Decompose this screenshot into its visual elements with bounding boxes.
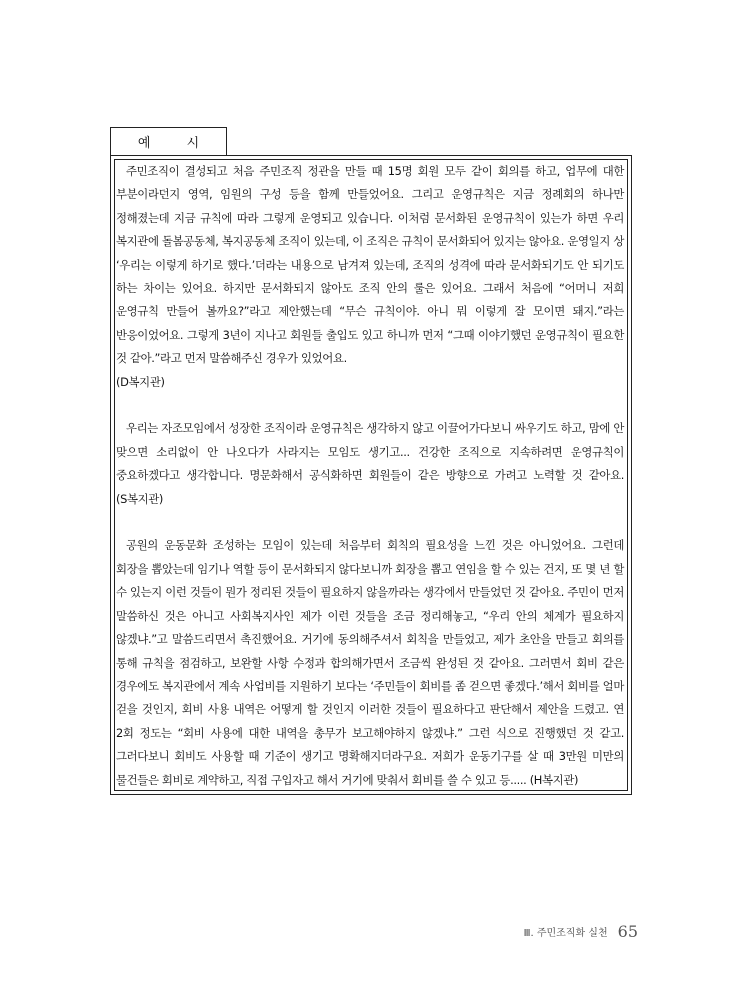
example-box-title: 예 시 <box>110 127 227 155</box>
quote-source: (D복지관) <box>116 374 165 389</box>
footer-section-title: Ⅲ. 주민조직화 실천 <box>523 927 608 939</box>
page-number: 65 <box>617 921 638 941</box>
page-footer <box>498 918 638 944</box>
quote-paragraph: 주민조직이 결성되고 처음 주민조직 정관을 만들 때 15명 회원 모두 같이 회의를 하고, 업무에 대한 부분이라던지 영역, 임원의 구성 등을 함께 만들었어요. 그리고 운영규칙은 지금 정례회의 하나만 정해졌는데 지금 규칙에 따라 그렇게 운영되고 있습니다. 이처럼 문서화된 운영규칙이 있는가 하면 우리 복지관에 돌봄공동체, 복지공동체 조직이 있는데, 이 조직은 규칙이 문서화되어 있지는 않아요. 운영일지 상 ‘우리는 이렇게 하기로 했다.’더라는 내용으로 남겨져 있는데, 조직의 성격에 따라 문서화되기도 안 되기도 하는 차이는 있어요. 하지만 문서화되지 않아도 조직 안의 룰은 있어요. 그래서 처음에 “어머니 저희 운영규칙 만들어 볼까요?”라고 제안했는데 “무슨 규칙이야. 아니 뭐 이렇게 잘 모이면 돼지.”라는 반응이었어요. 그렇게 3년이 지나고 회원들 출입도 있고 하니까 먼저 “그때 이야기했던 운영규칙이 필요한 것 같아.”라고 먼저 말씀해주신 경우가 있었어요. <box>116 164 624 366</box>
quote-paragraph: 우리는 자조모임에서 성장한 조직이라 운영규칙은 생각하지 않고 이끌어가다보니 싸우기도 하고, 맘에 안 맞으면 소리없이 안 나오다가 사라지는 모임도 생기고... 건강한 조직으로 지속하려면 운영규칙이 중요하겠다고 생각합니다. 명문화해서 공식화하면 회원들이 같은 방향으로 가려고 노력할 것 같아요. (S복지관) <box>116 421 624 506</box>
paragraph-gap <box>116 511 624 534</box>
example-box-content <box>116 160 624 792</box>
paragraph-gap <box>116 394 624 417</box>
quote-paragraph: 공원의 운동문화 조성하는 모임이 있는데 처음부터 회칙의 필요성을 느낀 것은 아니었어요. 그런데 회장을 뽑았는데 임기나 역할 등이 문서화되지 않다보니까 회장을 뽑고 연임을 할 수 있는 건지, 또 몇 년 할 수 있는지 이런 것들이 뭔가 정리된 것들이 필요하지 않을까라는 생각에서 만들었던 것 같아요. 주민이 먼저 말씀하신 것은 아니고 사회복지사인 제가 이런 것들을 조금 정리해놓고, “우리 안의 체계가 필요하지 않겠냐.”고 말씀드리면서 촉진했어요. 거기에 동의해주셔서 회칙을 만들었고, 제가 초안을 만들고 회의를 통해 규칙을 점검하고, 보완할 사항 수정과 합의해가면서 조금씩 완성된 것 같아요. 그러면서 회비 같은 경우에도 복지관에서 계속 사업비를 지원하기 보다는 ‘주민들이 회비를 좀 걷으면 좋겠다.’해서 회비를 얼마 걷을 것인지, 회비 사용 내역은 어떻게 할 것인지 이러한 것들이 필요하다고 판단해서 제안을 드렸고. 연 2회 정도는 “회비 사용에 대한 내역을 총무가 보고해야하지 않겠냐.” 그런 식으로 진행했던 것 같고. 그러다보니 회비도 사용할 때 기준이 생기고 명확해지더라구요. 저희가 운동기구를 살 때 3만원 미만의 물건들은 회비로 계약하고, 직접 구입자고 해서 거기에 맞춰서 회비를 쓸 수 있고 등..... (H복지관) <box>116 538 624 787</box>
